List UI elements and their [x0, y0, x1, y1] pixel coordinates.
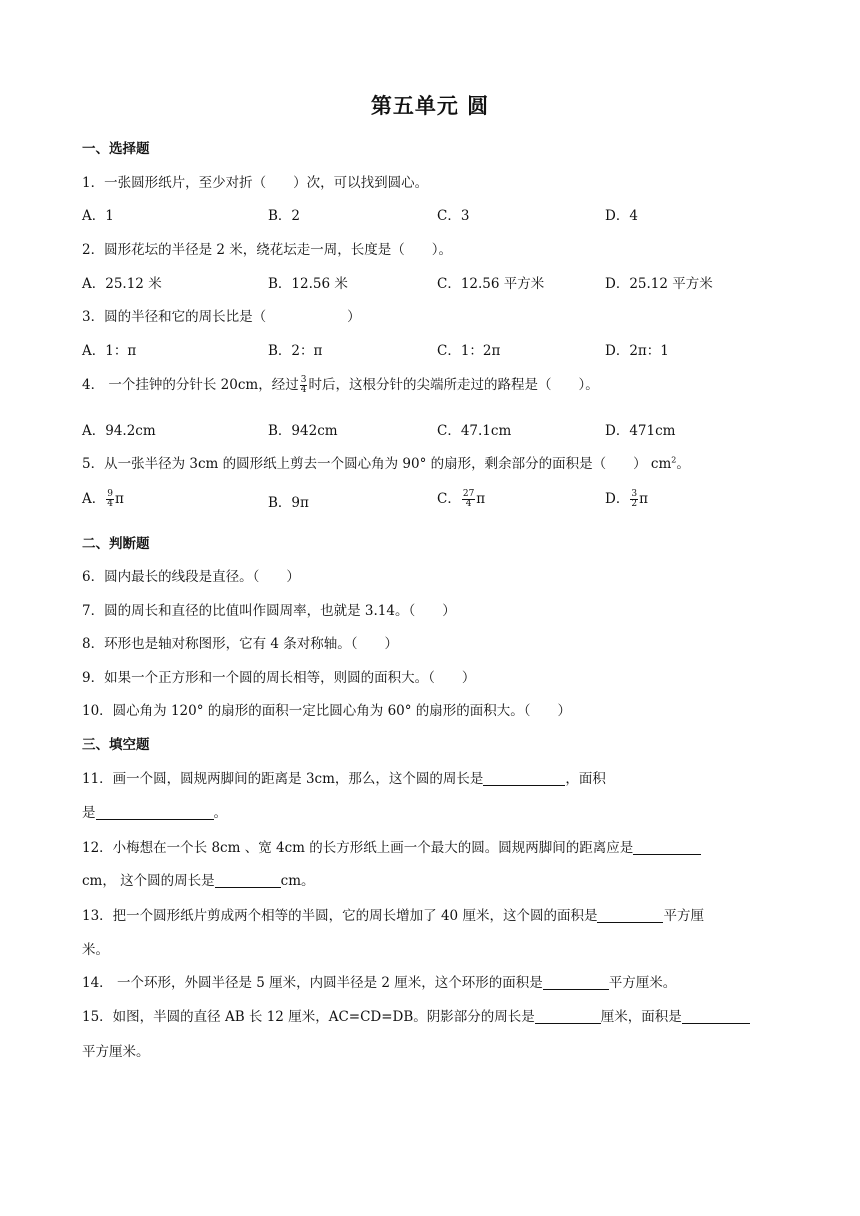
q5-c-pi: π — [476, 491, 486, 507]
q4-fraction-denominator: 4 — [300, 385, 307, 395]
question-15-line-1 — [82, 1005, 750, 1025]
q4-option-a: A．94.2cm — [82, 423, 156, 439]
question-2: 2．圆形花坛的半径是 2 米，绕花坛走一周，长度是（ ）。 — [82, 242, 453, 258]
q13-text-2: 平方厘 — [663, 908, 704, 924]
question-11-line-2 — [82, 801, 227, 821]
question-9: 9．如果一个正方形和一个圆的周长相等，则圆的面积大。（ ） — [82, 670, 476, 686]
question-13-line-1 — [82, 904, 704, 924]
q14-blank-area[interactable] — [543, 975, 609, 990]
q15-blank-area[interactable] — [682, 1009, 750, 1024]
q2-option-d: D．25.12 平方米 — [605, 276, 713, 292]
q5-option-c-fraction — [462, 490, 475, 509]
q12-text-3: cm。 — [280, 873, 315, 889]
section-heading-fill-in: 三、填空题 — [82, 737, 150, 753]
q12-blank-distance[interactable] — [633, 840, 701, 855]
q12-text-1: 12．小梅想在一个长 8cm 、宽 4cm 的长方形纸上画一个最大的圆。圆规两脚间的距离应是 — [82, 840, 634, 856]
q15-text-2: 厘米，面积是 — [600, 1009, 682, 1025]
q12-blank-circumference[interactable] — [215, 873, 281, 888]
q4-option-c: C．47.1cm — [437, 423, 512, 439]
q4-fraction — [300, 376, 308, 395]
q12-text-2: cm， 这个圆的周长是 — [82, 873, 215, 889]
q2-option-b: B．12.56 米 — [268, 276, 348, 292]
q4-option-d: D．471cm — [605, 423, 676, 439]
q2-option-a: A．25.12 米 — [82, 276, 162, 292]
q5-c-numerator: 27 — [462, 489, 475, 499]
q14-text-1: 14． 一个环形，外圆半径是 5 厘米，内圆半径是 2 厘米，这个环形的面积是 — [82, 975, 543, 991]
q5-a-pi: π — [114, 491, 124, 507]
question-10: 10．圆心角为 120° 的扇形的面积一定比圆心角为 60° 的扇形的面积大。（ ） — [82, 703, 572, 719]
question-12-line-1 — [82, 836, 701, 856]
question-3: 3．圆的半径和它的周长比是（ ） — [82, 309, 361, 325]
q3-option-a: A．1：π — [82, 343, 137, 359]
q15-blank-perimeter[interactable] — [535, 1009, 601, 1024]
q5-option-d-label: D． — [605, 491, 630, 507]
question-7: 7．圆的周长和直径的比值叫作圆周率，也就是 3.14。（ ） — [82, 603, 456, 619]
q5-option-b: B．9π — [268, 495, 309, 511]
q5-option-c-label: C． — [437, 491, 461, 507]
q4-text-post: 时后，这根分针的尖端所走过的路程是（ ）。 — [308, 377, 599, 393]
question-12-line-2 — [82, 869, 315, 889]
question-4 — [82, 373, 599, 395]
q1-option-d: D．4 — [605, 208, 638, 224]
section-heading-choice: 一、选择题 — [82, 141, 150, 157]
q1-option-b: B．2 — [268, 208, 301, 224]
question-11-line-1 — [82, 767, 606, 787]
q15-text-1: 15．如图，半圆的直径 AB 长 12 厘米，AC=CD=DB。阴影部分的周长是 — [82, 1009, 535, 1025]
q5-a-denominator: 4 — [107, 499, 113, 509]
q5-option-a — [82, 487, 124, 509]
q3-option-c: C．1：2π — [437, 343, 501, 359]
q5-text: 5．从一张半径为 3cm 的圆形纸上剪去一个圆心角为 90° 的扇形，剩余部分的面积是（ ） cm — [82, 456, 672, 472]
question-5 — [82, 452, 690, 472]
section-heading-judgement: 二、判断题 — [82, 536, 150, 552]
q5-option-c — [437, 487, 485, 509]
question-1: 1．一张圆形纸片，至少对折（ ）次，可以找到圆心。 — [82, 175, 429, 191]
q13-blank-area[interactable] — [597, 908, 663, 923]
q2-option-c: C．12.56 平方米 — [437, 276, 545, 292]
q5-a-numerator: 9 — [107, 489, 113, 499]
question-8: 8．环形也是轴对称图形，它有 4 条对称轴。（ ） — [82, 636, 399, 652]
q3-option-b: B．2：π — [268, 343, 323, 359]
q11-text-4: 。 — [213, 805, 227, 821]
q5-d-pi: π — [639, 491, 648, 507]
question-15-line-2: 平方厘米。 — [82, 1044, 150, 1060]
q3-option-d: D．2π：1 — [605, 343, 669, 359]
q11-text-3: 是 — [82, 805, 96, 821]
q11-blank-circumference[interactable] — [483, 771, 565, 786]
q5-text-end: 。 — [676, 456, 690, 472]
q1-option-a: A．1 — [82, 208, 114, 224]
q11-blank-area[interactable] — [96, 805, 214, 820]
q5-d-denominator: 2 — [631, 499, 638, 509]
q5-option-a-fraction — [106, 490, 114, 509]
page-title: 第五单元 圆 — [370, 93, 490, 118]
question-14 — [82, 971, 676, 991]
question-6: 6．圆内最长的线段是直径。（ ） — [82, 569, 300, 585]
q4-fraction-numerator: 3 — [300, 375, 307, 385]
q5-c-denominator: 4 — [465, 499, 472, 509]
q5-unit-exponent: 2 — [671, 455, 677, 465]
q11-text-2: ，面积 — [565, 771, 606, 787]
q4-option-b: B．942cm — [268, 423, 338, 439]
q4-text-pre: 4． 一个挂钟的分针长 20cm，经过 — [82, 377, 299, 393]
q13-text-1: 13．把一个圆形纸片剪成两个相等的半圆，它的周长增加了 40 厘米，这个圆的面积是 — [82, 908, 598, 924]
q11-text-1: 11．画一个圆，圆规两脚间的距离是 3cm，那么，这个圆的周长是 — [82, 771, 484, 787]
q14-text-2: 平方厘米。 — [608, 975, 677, 991]
q5-option-a-label: A． — [82, 491, 106, 507]
q1-option-c: C．3 — [437, 208, 470, 224]
q5-option-d-fraction — [630, 490, 638, 509]
q5-option-d — [605, 487, 648, 509]
question-13-line-2: 米。 — [82, 942, 109, 958]
q5-d-numerator: 3 — [631, 489, 638, 499]
